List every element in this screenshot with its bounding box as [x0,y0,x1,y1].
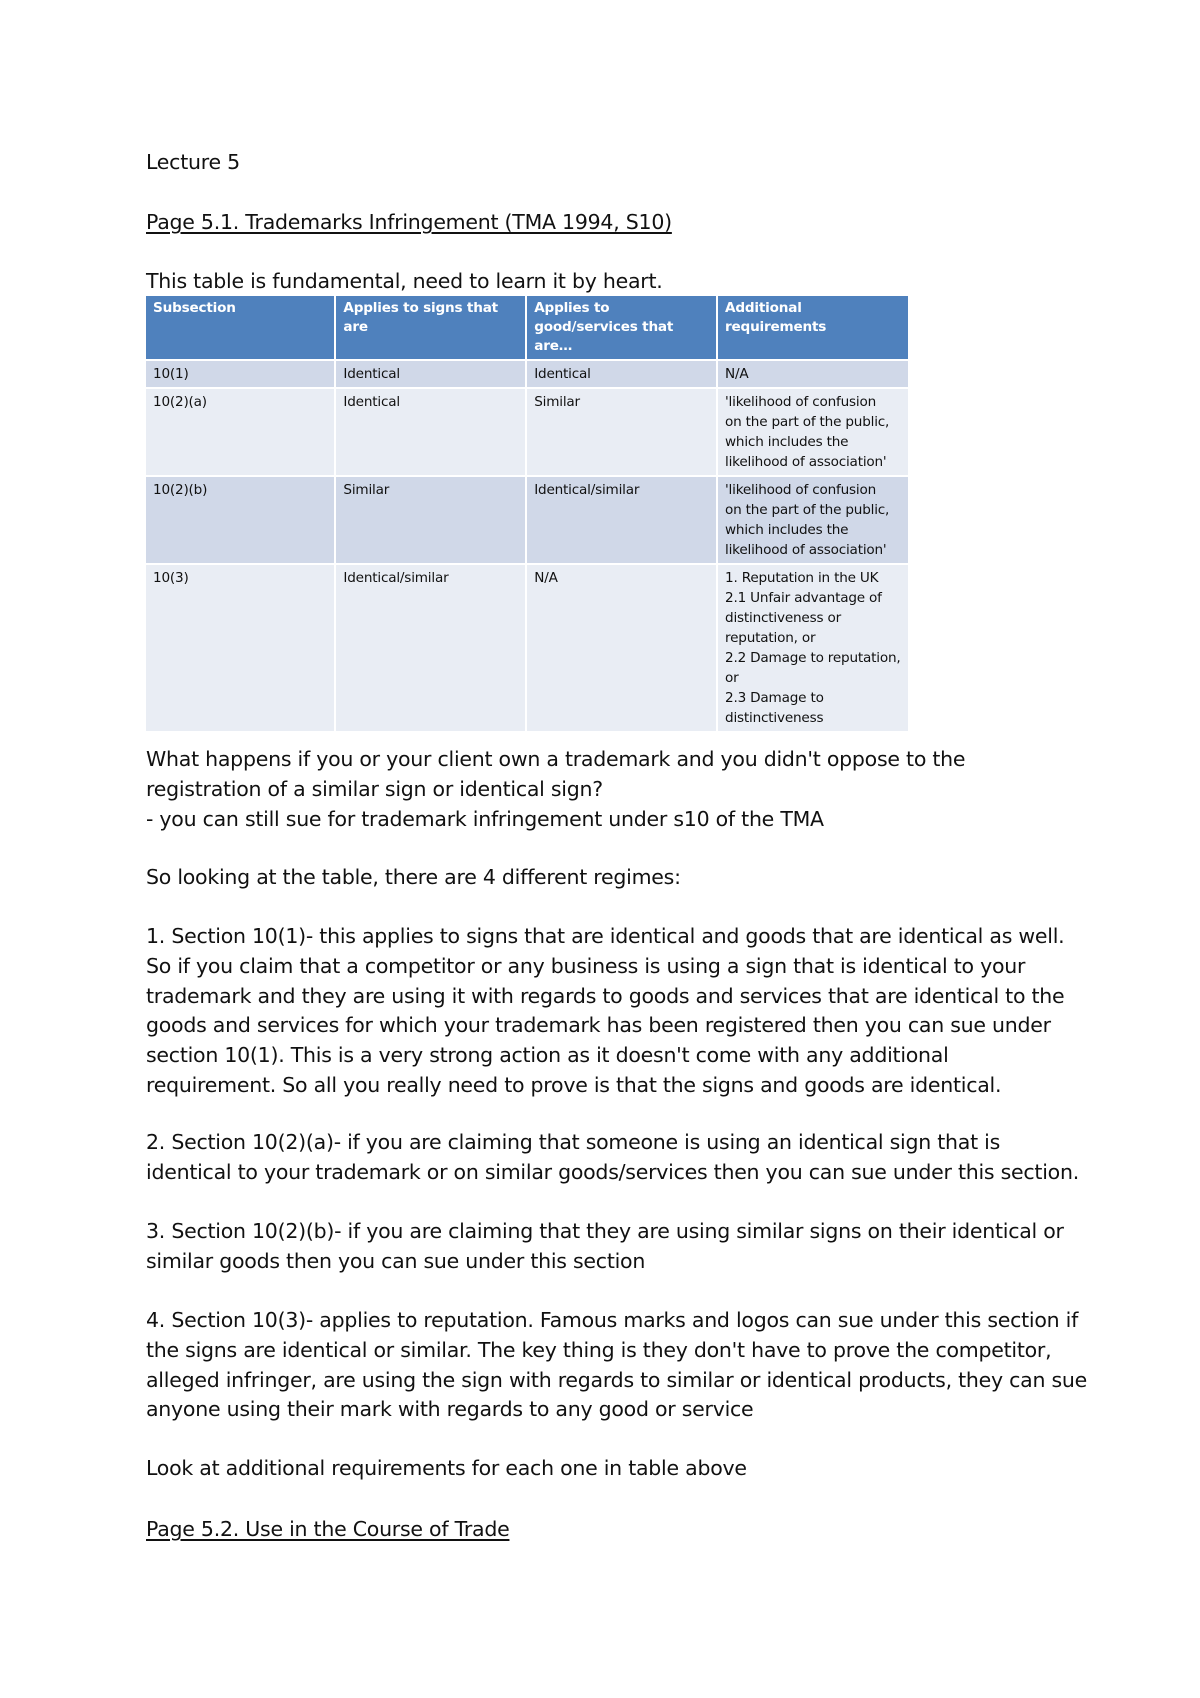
regime-4-paragraph [146,1306,1088,1425]
table-cell: 10(3) [146,564,335,732]
table-header-cell: Applies to signs that are [335,296,526,360]
table-row [146,388,909,476]
paragraph-line: identical to your trademark or on similar goods/services then you can sue under this section. [146,1159,1079,1184]
table-cell: N/A [526,564,717,732]
paragraph-line: goods and services for which your trademark has been registered then you can sue under [146,1013,1051,1038]
paragraph-line: - you can still sue for trademark infringement under s10 of the TMA [146,806,824,831]
table-cell: 10(2)(b) [146,476,335,564]
paragraph-line: similar goods then you can sue under this section [146,1248,646,1273]
paragraph-line: alleged infringer, are using the sign with regards to similar or identical products, they can sue [146,1367,1088,1392]
question-paragraph [146,745,1076,834]
paragraph-line: 1. Section 10(1)- this applies to signs that are identical and goods that are identical as well. [146,924,1065,948]
requirement-line: 1. Reputation in the UK [725,570,879,586]
table-cell [717,388,909,476]
requirement-line: 2.1 Unfair advantage of [725,590,882,606]
paragraph-line: 4. Section 10(3)- applies to reputation. Famous marks and logos can sue under this section if [146,1308,1079,1332]
paragraph-line: Look at additional requirements for each one in table above [146,1456,747,1480]
regime-2-paragraph [146,1128,1079,1188]
paragraph-line: 2. Section 10(2)(a)- if you are claiming that someone is using an identical sign that is [146,1130,1001,1154]
paragraph-line: trademark and they are using it with regards to goods and services that are identical to the [146,983,1065,1008]
requirement-line: 2.3 Damage to [725,690,824,706]
paragraph-line: anyone using their mark with regards to any good or service [146,1397,754,1422]
table-cell: 10(1) [146,360,335,388]
infringement-table [146,296,910,733]
paragraph-line: requirement. So all you really need to prove is that the signs and goods are identical. [146,1072,1002,1097]
table-header-cell: Subsection [146,296,335,360]
regime-3-paragraph [146,1217,1076,1277]
paragraph-line: 3. Section 10(2)(b)- if you are claiming that they are using similar signs on their identical or [146,1219,1064,1243]
requirement-line: likelihood of association' [725,542,887,558]
table-header-row [146,296,909,360]
table-row [146,564,909,732]
table-cell: Identical [335,388,526,476]
table-cell: Similar [526,388,717,476]
paragraph-line: the signs are identical or similar. The key thing is they don't have to prove the competitor, [146,1337,1052,1362]
table-cell: Similar [335,476,526,564]
table-row [146,360,909,388]
paragraph-line: So looking at the table, there are 4 different regimes: [146,865,681,889]
table-cell [717,360,909,388]
requirement-line: distinctiveness [725,710,824,726]
requirement-line: 'likelihood of confusion [725,482,877,498]
requirement-line: on the part of the public, [725,502,890,518]
table-cell: Identical [526,360,717,388]
table-row [146,476,909,564]
table-cell: 10(2)(a) [146,388,335,476]
table-cell: Identical [335,360,526,388]
requirement-line: 2.2 Damage to reputation, [725,650,901,666]
regime-1-paragraph [146,922,1076,1101]
requirement-line: distinctiveness or [725,610,841,626]
table-cell: Identical/similar [526,476,717,564]
table-cell [717,564,909,732]
table-intro-text: This table is fundamental, need to learn it by heart. [146,269,663,293]
table-header-cell: Applies to good/services that are… [526,296,717,360]
requirement-line: N/A [725,366,749,382]
paragraph-line: So if you claim that a competitor or any business is using a sign that is identical to your [146,953,1026,978]
regimes-intro [146,863,1076,893]
requirement-line: or [725,670,739,686]
requirement-line: likelihood of association' [725,454,887,470]
requirement-line: reputation, or [725,630,816,646]
lecture-title: Lecture 5 [146,150,240,174]
section-heading-5-2: Page 5.2. Use in the Course of Trade [146,1517,510,1541]
paragraph-line: section 10(1). This is a very strong action as it doesn't come with any additional [146,1043,949,1068]
requirement-line: which includes the [725,434,849,450]
section-heading-5-1: Page 5.1. Trademarks Infringement (TMA 1994, S10) [146,210,672,234]
table-cell [717,476,909,564]
table-cell: Identical/similar [335,564,526,732]
paragraph-line: registration of a similar sign or identical sign? [146,776,603,801]
closing-paragraph [146,1454,1076,1484]
requirement-line: on the part of the public, [725,414,890,430]
requirement-line: which includes the [725,522,849,538]
table-header-cell: Additional requirements [717,296,909,360]
paragraph-line: What happens if you or your client own a trademark and you didn't oppose to the [146,747,966,771]
requirement-line: 'likelihood of confusion [725,394,877,410]
